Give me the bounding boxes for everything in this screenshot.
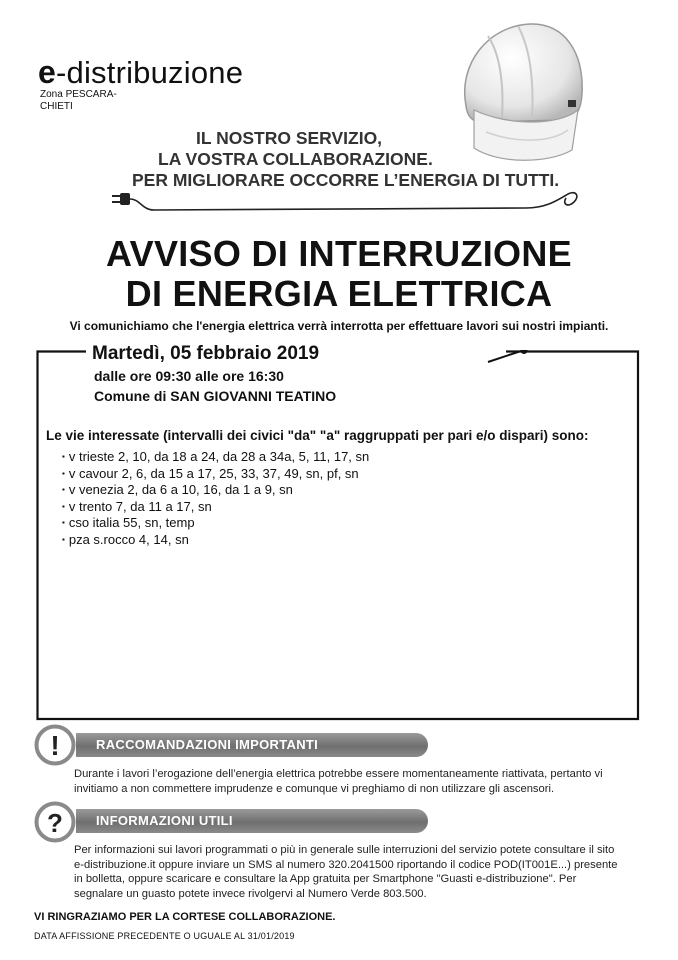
interruption-date: Martedì, 05 febbraio 2019 — [92, 343, 320, 364]
slogan-line-3: PER MIGLIORARE OCCORRE L’ENERGIA DI TUTTI. — [132, 170, 560, 190]
list-item: ▪ pza s.rocco 4, 14, sn — [62, 532, 369, 549]
question-icon — [34, 801, 76, 843]
info-header: INFORMAZIONI UTILI — [76, 809, 428, 833]
logo-e: e — [38, 54, 56, 90]
zone-line-2: CHIETI — [40, 101, 73, 112]
exclamation-glyph: ! — [50, 730, 60, 761]
streets-list — [62, 449, 369, 548]
slogan-line-1: IL NOSTRO SERVIZIO, — [196, 128, 383, 148]
brand-logo — [38, 56, 243, 88]
interruption-time: dalle ore 09:30 alle ore 16:30 — [94, 368, 284, 384]
list-item: ▪ cso italia 55, sn, temp — [62, 515, 369, 532]
slogan-banner — [92, 114, 592, 218]
recommendations-text: Durante i lavori l’erogazione dell’energia elettrica potrebbe essere momentaneamente riattivata, pertanto vi invitiamo a non commettere imprudenze e comunque vi preghiamo di non utilizzare gli ascensori. — [74, 768, 603, 795]
logo-text: -distribuzione — [56, 55, 244, 90]
slogan-text — [132, 128, 592, 191]
posting-date: DATA AFFISSIONE PRECEDENTE O UGUALE AL 31/01/2019 — [34, 931, 295, 941]
list-item: ▪ v trieste 2, 10, da 18 a 24, da 28 a 34a, 5, 11, 17, sn — [62, 449, 369, 466]
info-text: Per informazioni sui lavori programmati o più in generale sulle interruzioni del servizio potete consultare il sito e-distribuzione.it oppure inviare un SMS al numero 320.2041500 riportando il codice POD(IT001E...) presente in bolletta, oppure scaricare e consultare la App gratuita per Smartphone "Guasti e-distribuzione". Per segnalare un guasto potete invece rivolgervi al Numero Verde 803.500. — [74, 844, 618, 900]
list-item: ▪ v venezia 2, da 6 a 10, 16, da 1 a 9, sn — [62, 482, 369, 499]
zone-label — [40, 89, 130, 113]
exclamation-icon — [34, 724, 76, 766]
thanks-text: VI RINGRAZIAMO PER LA CORTESE COLLABORAZIONE. — [34, 911, 336, 923]
zone-line-1: Zona PESCARA- — [40, 89, 117, 100]
interruption-comune: Comune di SAN GIOVANNI TEATINO — [94, 388, 337, 404]
title-line-2: DI ENERGIA ELETTRICA — [125, 273, 553, 314]
power-cable-icon — [106, 186, 586, 216]
title-line-1: AVVISO DI INTERRUZIONE — [106, 233, 572, 274]
list-item: ▪ v trento 7, da 11 a 17, sn — [62, 499, 369, 516]
recommendations-header: RACCOMANDAZIONI IMPORTANTI — [76, 733, 428, 757]
question-glyph: ? — [47, 808, 63, 838]
streets-heading: Le vie interessate (intervalli dei civici "da" "a" raggruppati per pari e/o dispari) sono: — [46, 428, 589, 443]
notice-title — [0, 234, 678, 314]
list-item: ▪ v cavour 2, 6, da 15 a 17, 25, 33, 37, 49, sn, pf, sn — [62, 466, 369, 483]
slogan-line-2: LA VOSTRA COLLABORAZIONE. — [158, 149, 433, 169]
notice-subtitle: Vi comunichiamo che l'energia elettrica verrà interrotta per effettuare lavori sui nostri impianti. — [69, 319, 609, 333]
